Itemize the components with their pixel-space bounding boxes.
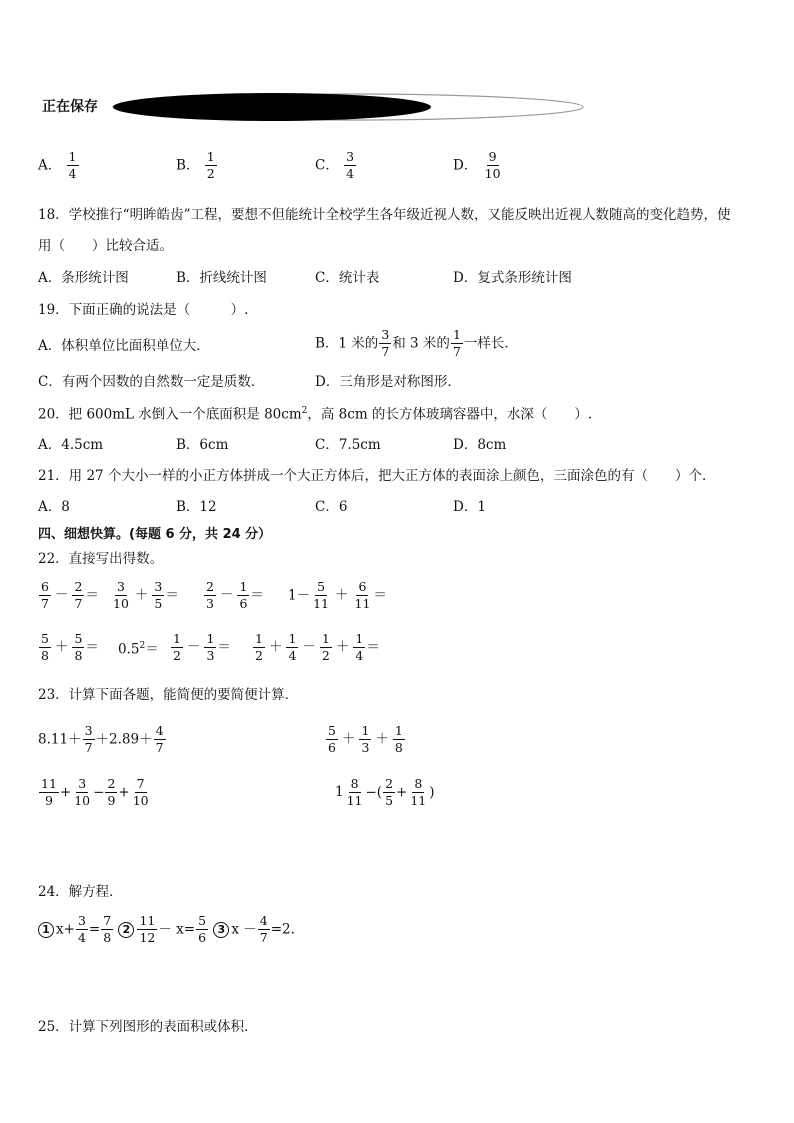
- q20-option-d[interactable]: D．8cm: [453, 437, 507, 453]
- q23-expr-1: 8.11＋ $\frac{3}{7}$ ＋2.89＋ $\frac{4}{7}$: [38, 723, 164, 756]
- q22-expr-4: 1－ $\frac{5}{11}$ ＋ $\frac{6}{11}$ ＝: [288, 579, 387, 612]
- q18-option-a[interactable]: A．条形统计图: [38, 270, 129, 286]
- q22-expr-5: $\frac{5}{8}$ ＋ $\frac{5}{8}$ ＝: [41, 631, 99, 664]
- q23-expr-3: $\frac{11}{9}$ + $\frac{3}{10}$ − $\frac{2}{9}$ + $\frac{7}{10}$: [41, 776, 149, 809]
- q20-option-a[interactable]: A．4.5cm: [38, 437, 104, 453]
- q19-option-d[interactable]: D．三角形是对称图形．: [315, 374, 461, 390]
- q24-title: 24．解方程．: [38, 884, 123, 900]
- q21-option-c[interactable]: C．6: [315, 499, 348, 515]
- q18-option-b[interactable]: B．折线统计图: [176, 270, 267, 286]
- q17-option-a[interactable]: A． $\frac{1}{4}$: [38, 149, 77, 182]
- progress-fill: [113, 93, 431, 121]
- saving-progress-bar: [110, 90, 586, 124]
- circled-number-3: 3: [213, 922, 229, 938]
- q18-text-line2: 用（ ）比较合适。: [38, 238, 173, 254]
- q24-equations: 1 x+ $\frac{3}{4}$ = $\frac{7}{8}$ 2 $\frac{11}{12}$ － x= $\frac{5}{6}$ 3 x － $\frac{4}{7}$ =2.: [38, 914, 295, 946]
- saving-label: 正在保存: [42, 99, 98, 115]
- q19-option-c[interactable]: C．有两个因数的自然数一定是质数．: [38, 374, 265, 390]
- q22-expr-3: $\frac{2}{3}$ － $\frac{1}{6}$ ＝: [206, 579, 264, 612]
- q21-option-d[interactable]: D．1: [453, 499, 486, 515]
- circled-number-2: 2: [118, 922, 134, 938]
- q23-expr-2: $\frac{5}{6}$ ＋ $\frac{1}{3}$ ＋ $\frac{1}{8}$: [328, 723, 403, 756]
- q20-text: 20．把 600mL 水倒入一个底面积是 $80cm^2$，高 8cm 的长方体玻璃容器中，水深（ ）.: [38, 406, 593, 423]
- q20-option-b[interactable]: B．6cm: [176, 437, 229, 453]
- q22-expr-8: $\frac{1}{2}$ ＋ $\frac{1}{4}$ － $\frac{1}{2}$ ＋ $\frac{1}{4}$ ＝: [255, 631, 380, 664]
- q18-option-c[interactable]: C．统计表: [315, 270, 380, 286]
- q17-option-d[interactable]: D． $\frac{9}{10}$: [453, 149, 501, 182]
- q22-expr-1: $\frac{6}{7}$ － $\frac{2}{7}$ ＝: [41, 579, 99, 612]
- q21-option-a[interactable]: A．8: [38, 499, 70, 515]
- section-4-title: 四、细想快算。(每题 6 分，共 24 分）: [38, 527, 272, 542]
- q21-option-b[interactable]: B．12: [176, 499, 217, 515]
- q17-option-c[interactable]: C． $\frac{3}{4}$: [315, 149, 355, 182]
- q20-option-c[interactable]: C．7.5cm: [315, 437, 381, 453]
- q22-title: 22．直接写出得数。: [38, 551, 164, 567]
- q25-title: 25．计算下列图形的表面积或体积．: [38, 1019, 258, 1035]
- q21-text: 21．用 27 个大小一样的小正方体拼成一个大正方体后，把大正方体的表面涂上颜色，三面涂色的有（ ）个．: [38, 468, 716, 484]
- q18-option-d[interactable]: D．复式条形统计图: [453, 270, 572, 286]
- q22-expr-6: $0.5^2=$: [118, 641, 159, 658]
- q22-expr-7: $\frac{1}{2}$ － $\frac{1}{3}$ ＝: [173, 631, 231, 664]
- q22-expr-2: $\frac{3}{10}$ ＋ $\frac{3}{5}$ ＝: [113, 579, 179, 612]
- q19-option-a[interactable]: A．体积单位比面积单位大．: [38, 338, 210, 354]
- q23-expr-4: 1 8 11 −( $\frac{2}{5}$ + $\frac{8}{11}$ ): [335, 776, 435, 809]
- q23-title: 23．计算下面各题，能简便的要简便计算．: [38, 687, 299, 703]
- q17-option-b[interactable]: B． $\frac{1}{2}$: [176, 149, 215, 182]
- q19-text: 19．下面正确的说法是（ ）.: [38, 302, 249, 318]
- q18-text-line1: 18．学校推行“明眸皓齿”工程，要想不但能统计全校学生各年级近视人数，又能反映出近视人数随高的变化趋势，使: [38, 207, 731, 223]
- q19-option-b[interactable]: B．1 米的 $\frac{3}{7}$ 和 3 米的 $\frac{1}{7}$ 一样长．: [315, 327, 518, 360]
- circled-number-1: 1: [38, 922, 54, 938]
